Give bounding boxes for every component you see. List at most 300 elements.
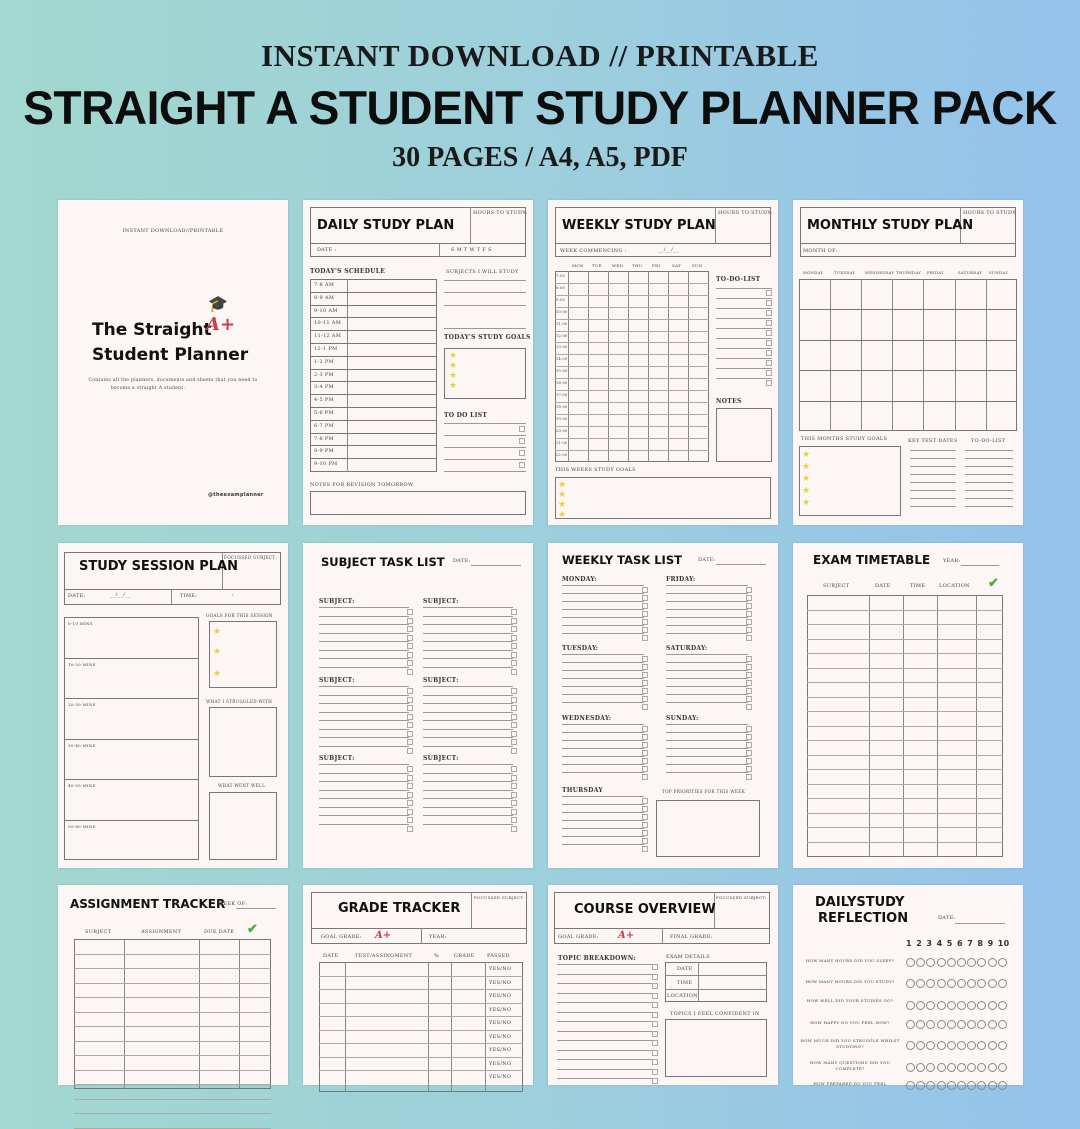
checkbox[interactable] — [511, 809, 517, 815]
checkbox[interactable] — [642, 774, 648, 780]
time-label: 10:00 — [556, 309, 568, 314]
checkbox[interactable] — [511, 643, 517, 649]
ruled-line — [555, 414, 709, 415]
ruled-line — [319, 807, 409, 808]
checkbox[interactable] — [407, 697, 413, 703]
checkbox[interactable] — [652, 964, 658, 970]
checkbox[interactable] — [511, 722, 517, 728]
label: DATE: — [938, 915, 956, 921]
went-well-label: WHAT WENT WELL — [218, 783, 266, 788]
rating-circle[interactable] — [977, 1001, 986, 1010]
ruled-line — [557, 1050, 657, 1051]
rating-circle[interactable] — [977, 1063, 986, 1072]
checkmark-icon: ✔ — [988, 576, 999, 591]
day-label: SAT — [672, 263, 681, 268]
page-exam-timetable — [793, 543, 1023, 868]
checkbox[interactable] — [407, 775, 413, 781]
goals-box — [799, 446, 901, 516]
rating-circle[interactable] — [957, 979, 966, 988]
rating-circle[interactable] — [906, 1081, 915, 1090]
ruled-line — [423, 667, 513, 668]
label: __/__/__ — [110, 592, 131, 598]
column-header: TEST/ASSINGMENT — [355, 953, 413, 959]
ruled-line — [965, 506, 1013, 507]
schedule-time: 12-1 PM — [314, 346, 338, 352]
star-icon: ★ — [449, 371, 458, 381]
label: DATE: — [68, 593, 86, 599]
rating-circle[interactable] — [937, 1041, 946, 1050]
time-label: 7:00 — [556, 274, 566, 278]
ruled-line — [557, 1012, 657, 1013]
rating-circle[interactable] — [967, 958, 976, 967]
checkbox[interactable] — [746, 774, 752, 780]
rating-circle[interactable] — [967, 1063, 976, 1072]
ruled-line — [666, 702, 748, 703]
rating-circle[interactable] — [967, 1020, 976, 1029]
notes-box — [716, 408, 772, 462]
ruled-line — [555, 283, 709, 284]
ruled-line — [666, 686, 748, 687]
rating-circle[interactable] — [926, 1081, 935, 1090]
rating-circle[interactable] — [988, 979, 997, 988]
checkbox[interactable] — [766, 300, 772, 306]
ruled-line — [557, 993, 657, 994]
checkbox[interactable] — [511, 652, 517, 658]
ruled-line — [555, 378, 709, 379]
ruled-line — [423, 658, 513, 659]
ruled-line — [716, 328, 772, 329]
calendar-grid — [799, 279, 1017, 431]
main-title: STRAIGHT A STUDENT STUDY PLANNER PACK — [23, 81, 1057, 134]
rating-circle[interactable] — [916, 1081, 925, 1090]
rating-circle[interactable] — [906, 1041, 915, 1050]
checkbox[interactable] — [746, 635, 752, 641]
rating-circle[interactable] — [906, 1020, 915, 1029]
star-icon: ★ — [558, 500, 567, 510]
ruled-line — [319, 790, 409, 791]
checkbox[interactable] — [511, 669, 517, 675]
day-label: TUE — [592, 263, 602, 268]
divider-line — [698, 962, 699, 1002]
ruled-line — [910, 498, 956, 499]
checkbox[interactable] — [511, 697, 517, 703]
ruled-line — [557, 1040, 657, 1041]
ruled-line — [319, 633, 409, 634]
checkbox[interactable] — [519, 438, 525, 444]
checkbox[interactable] — [407, 792, 413, 798]
notes-box — [310, 491, 526, 515]
rating-circle[interactable] — [947, 1081, 956, 1090]
rating-circle[interactable] — [967, 1001, 976, 1010]
ruled-line — [800, 243, 1016, 244]
ruled-line — [423, 624, 513, 625]
checkbox[interactable] — [519, 450, 525, 456]
rating-circle[interactable] — [926, 1041, 935, 1050]
divider-line — [485, 962, 486, 1092]
label: SUBJECT — [85, 929, 112, 935]
ruled-line — [319, 712, 409, 713]
ruled-line — [444, 435, 526, 436]
star-icon: ★ — [449, 381, 458, 391]
label: S M T W T F S — [451, 247, 492, 253]
time-label: 12:00 — [556, 333, 568, 338]
ruled-line — [562, 796, 644, 797]
rating-circle[interactable] — [906, 1063, 915, 1072]
rating-circle[interactable] — [926, 1020, 935, 1029]
day-label: TUESDAY — [834, 270, 856, 275]
checkbox[interactable] — [519, 462, 525, 468]
checkbox[interactable] — [407, 688, 413, 694]
rating-circle[interactable] — [988, 1001, 997, 1010]
checkbox[interactable] — [407, 817, 413, 823]
ruled-line — [74, 1041, 271, 1042]
rating-circle[interactable] — [988, 1081, 997, 1090]
ruled-line — [319, 737, 409, 738]
ruled-line — [555, 426, 709, 427]
checkbox[interactable] — [766, 320, 772, 326]
checkbox[interactable] — [652, 1031, 658, 1037]
checkbox[interactable] — [766, 290, 772, 296]
rating-circle[interactable] — [957, 1001, 966, 1010]
rating-circle[interactable] — [998, 979, 1007, 988]
checkbox[interactable] — [511, 714, 517, 720]
label: MONTH OF: — [803, 248, 838, 254]
ruled-line — [64, 698, 199, 699]
page-course-overview — [548, 885, 778, 1085]
rating-circle[interactable] — [926, 1001, 935, 1010]
checkbox[interactable] — [407, 652, 413, 658]
schedule-time: 2-3 PM — [314, 371, 334, 378]
passed-value: YES/NO — [489, 1047, 512, 1053]
ruled-line — [557, 1059, 657, 1060]
rating-circle[interactable] — [998, 958, 1007, 967]
checkbox[interactable] — [407, 722, 413, 728]
ruled-line — [666, 678, 748, 679]
ruled-line — [444, 447, 526, 448]
rating-circle[interactable] — [957, 1041, 966, 1050]
ruled-line — [807, 769, 1003, 770]
rating-circle[interactable] — [957, 1063, 966, 1072]
ruled-line — [799, 370, 1017, 371]
struggle-box — [209, 707, 277, 777]
ruled-line — [555, 354, 709, 355]
block-label: 30-40 MINS — [68, 742, 96, 748]
rating-circle[interactable] — [998, 1081, 1007, 1090]
rating-circle[interactable] — [957, 958, 966, 967]
rating-circle[interactable] — [998, 1001, 1007, 1010]
ruled-line — [910, 450, 956, 451]
ruled-line — [716, 348, 772, 349]
ruled-line — [961, 565, 999, 566]
rating-circle[interactable] — [937, 1081, 946, 1090]
ruled-line — [471, 565, 521, 566]
checkbox[interactable] — [407, 783, 413, 789]
label: NOTES — [716, 398, 742, 405]
ruled-line — [64, 820, 199, 821]
ruled-line — [557, 1021, 657, 1022]
rating-circle[interactable] — [906, 979, 915, 988]
checkbox[interactable] — [407, 643, 413, 649]
checkbox[interactable] — [407, 731, 413, 737]
ruled-line — [310, 243, 526, 244]
ruled-line — [562, 617, 644, 618]
checkbox[interactable] — [652, 1021, 658, 1027]
label: ASSIGNMENT — [141, 929, 182, 935]
ruled-line — [555, 342, 709, 343]
goals-label: GOALS FOR THIS SESSION — [206, 613, 273, 618]
rating-circle[interactable] — [916, 1063, 925, 1072]
checkbox[interactable] — [407, 739, 413, 745]
checkbox[interactable] — [407, 669, 413, 675]
rating-circle[interactable] — [988, 1020, 997, 1029]
cover-a-plus: A+ — [206, 314, 236, 335]
checkbox[interactable] — [766, 310, 772, 316]
ruled-line — [310, 394, 437, 395]
ruled-line — [666, 601, 748, 602]
rating-circle[interactable] — [977, 1020, 986, 1029]
block-label: 20-30 MINS — [68, 702, 96, 707]
label: YEAR: — [943, 558, 961, 564]
column-header: GRADE — [454, 953, 475, 959]
divider-line — [451, 962, 452, 1092]
rating-circle[interactable] — [947, 1001, 956, 1010]
time-label: 21:00 — [556, 440, 568, 445]
checkbox[interactable] — [407, 609, 413, 615]
assignment-table — [74, 939, 271, 1089]
rating-circle[interactable] — [967, 1081, 976, 1090]
checkbox[interactable] — [511, 688, 517, 694]
rating-circle[interactable] — [998, 1063, 1007, 1072]
rating-circle[interactable] — [947, 1063, 956, 1072]
checkbox[interactable] — [519, 426, 525, 432]
checkbox[interactable] — [766, 350, 772, 356]
checkbox[interactable] — [511, 766, 517, 772]
rating-circle[interactable] — [937, 1063, 946, 1072]
ruled-line — [319, 1057, 523, 1058]
rating-circle[interactable] — [926, 1063, 935, 1072]
rating-circle[interactable] — [977, 1041, 986, 1050]
star-icon: ★ — [802, 462, 811, 472]
rating-circle[interactable] — [967, 1041, 976, 1050]
rating-circle[interactable] — [916, 979, 925, 988]
rating-circle[interactable] — [916, 1001, 925, 1010]
schedule-time: 11-12 AM — [314, 333, 342, 340]
checkbox[interactable] — [652, 1002, 658, 1008]
label: DATE : — [317, 247, 337, 253]
passed-value: YES/NO — [489, 1074, 512, 1080]
rating-circle[interactable] — [937, 979, 946, 988]
rating-circle[interactable] — [977, 979, 986, 988]
ruled-line — [910, 466, 956, 467]
label: MONDAY: — [562, 576, 597, 583]
ruled-line — [310, 292, 437, 293]
checkbox[interactable] — [652, 1012, 658, 1018]
checkbox[interactable] — [652, 993, 658, 999]
checkbox[interactable] — [511, 775, 517, 781]
checkbox[interactable] — [511, 826, 517, 832]
checkbox[interactable] — [511, 705, 517, 711]
page-daily-study-plan — [303, 200, 533, 525]
checkbox[interactable] — [746, 704, 752, 710]
checkbox[interactable] — [511, 731, 517, 737]
ruled-line — [562, 678, 644, 679]
checkbox[interactable] — [766, 360, 772, 366]
goal-grade-a-plus: A+ — [375, 930, 392, 941]
scale-number: 6 — [957, 939, 963, 948]
page-title: MONTHLY STUDY PLAN — [807, 218, 974, 233]
rating-circle[interactable] — [998, 1041, 1007, 1050]
column-header: DATE — [323, 953, 339, 959]
ruled-line — [557, 974, 657, 975]
checkbox[interactable] — [766, 370, 772, 376]
rating-circle[interactable] — [916, 1041, 925, 1050]
ruled-line — [423, 737, 513, 738]
rating-circle[interactable] — [967, 979, 976, 988]
ruled-line — [562, 732, 644, 733]
ruled-line — [423, 807, 513, 808]
day-label: WED — [612, 263, 624, 268]
checkbox[interactable] — [766, 340, 772, 346]
passed-value: YES/NO — [489, 979, 512, 986]
checkbox[interactable] — [511, 660, 517, 666]
schedule-time: 4-5 PM — [314, 397, 334, 404]
rating-circle[interactable] — [988, 1063, 997, 1072]
ruled-line — [74, 968, 271, 969]
day-label: THU — [632, 263, 643, 268]
label: DUE DATE — [204, 929, 235, 935]
checkbox[interactable] — [642, 846, 648, 852]
checkbox[interactable] — [407, 826, 413, 832]
ruled-line — [716, 308, 772, 309]
question-label: HOW MANY QUESTIONS DID YOU COMPLETE? — [809, 1060, 891, 1071]
checkbox[interactable] — [511, 635, 517, 641]
checkbox[interactable] — [407, 626, 413, 632]
rating-circle[interactable] — [947, 979, 956, 988]
header-right-label: HOURS TO STUDY: — [718, 210, 773, 216]
checkbox[interactable] — [407, 800, 413, 806]
rating-circle[interactable] — [947, 958, 956, 967]
rating-circle[interactable] — [947, 1020, 956, 1029]
rating-circle[interactable] — [957, 1020, 966, 1029]
ruled-line — [807, 798, 1003, 799]
checkbox[interactable] — [407, 635, 413, 641]
ruled-line — [319, 658, 409, 659]
rating-circle[interactable] — [926, 979, 935, 988]
checkbox[interactable] — [652, 1040, 658, 1046]
checkbox[interactable] — [642, 635, 648, 641]
day-label: WEDNESDAY — [865, 270, 895, 275]
ruled-line — [965, 458, 1013, 459]
ruled-line — [310, 433, 437, 434]
checkbox[interactable] — [511, 739, 517, 745]
star-icon: ★ — [213, 627, 222, 637]
divider-line — [199, 939, 200, 1089]
ruled-line — [310, 420, 437, 421]
ruled-line — [423, 729, 513, 730]
checkbox[interactable] — [511, 618, 517, 624]
rating-circle[interactable] — [937, 1020, 946, 1029]
page-study-session-plan — [58, 543, 288, 868]
rating-circle[interactable] — [988, 958, 997, 967]
checkbox[interactable] — [407, 809, 413, 815]
checkbox[interactable] — [407, 705, 413, 711]
rating-circle[interactable] — [926, 958, 935, 967]
passed-value: YES/NO — [489, 1020, 512, 1026]
page-title: COURSE OVERVIEW — [574, 902, 716, 917]
checkbox[interactable] — [407, 660, 413, 666]
ruled-line — [319, 641, 409, 642]
ruled-line — [562, 625, 644, 626]
ruled-line — [423, 790, 513, 791]
checkbox[interactable] — [642, 704, 648, 710]
block-label: 10-20 MINS — [68, 661, 96, 667]
checkbox[interactable] — [766, 330, 772, 336]
cover-title-line1: The Straight — [92, 320, 212, 340]
divider-line — [470, 207, 471, 243]
rating-circle[interactable] — [916, 958, 925, 967]
column-header: % — [434, 953, 440, 959]
label: TODAY'S SCHEDULE — [310, 268, 386, 275]
checkbox[interactable] — [407, 714, 413, 720]
checkbox[interactable] — [652, 1078, 658, 1084]
checkbox[interactable] — [652, 1059, 658, 1065]
star-icon: ★ — [449, 351, 458, 361]
rating-circle[interactable] — [937, 958, 946, 967]
rating-circle[interactable] — [998, 1020, 1007, 1029]
checkbox[interactable] — [652, 974, 658, 980]
struggle-label: WHAT I STRUGGLED WITH — [206, 699, 273, 704]
ruled-line — [319, 650, 409, 651]
rating-circle[interactable] — [906, 958, 915, 967]
scale-number: 3 — [926, 939, 933, 948]
ruled-line — [64, 589, 281, 590]
checkbox[interactable] — [407, 618, 413, 624]
checkbox[interactable] — [652, 1050, 658, 1056]
rating-circle[interactable] — [947, 1041, 956, 1050]
page-weekly-study-plan — [548, 200, 778, 525]
rating-circle[interactable] — [977, 958, 986, 967]
checkbox[interactable] — [511, 748, 517, 754]
checkbox[interactable] — [511, 817, 517, 823]
ruled-line — [319, 773, 409, 774]
checkbox[interactable] — [511, 792, 517, 798]
rating-circle[interactable] — [957, 1081, 966, 1090]
ruled-line — [310, 317, 437, 318]
rating-circle[interactable] — [916, 1020, 925, 1029]
rating-circle[interactable] — [977, 1081, 986, 1090]
checkbox[interactable] — [511, 800, 517, 806]
checkbox[interactable] — [407, 766, 413, 772]
checkbox[interactable] — [407, 748, 413, 754]
ruled-line — [666, 724, 748, 725]
label: WEDNESDAY: — [562, 715, 612, 722]
page-title: WEEKLY TASK LIST — [562, 553, 682, 567]
label: YEAR: — [429, 934, 447, 940]
checkbox[interactable] — [511, 783, 517, 789]
rating-circle[interactable] — [906, 1001, 915, 1010]
schedule-time: 3-4 PM — [314, 384, 334, 391]
ruled-line — [807, 639, 1003, 640]
checkbox[interactable] — [652, 1069, 658, 1075]
rating-circle[interactable] — [937, 1001, 946, 1010]
rating-circle[interactable] — [988, 1041, 997, 1050]
ruled-line — [562, 764, 644, 765]
checkbox[interactable] — [766, 380, 772, 386]
checkbox[interactable] — [511, 609, 517, 615]
ruled-line — [716, 358, 772, 359]
checkbox[interactable] — [652, 983, 658, 989]
checkbox[interactable] — [511, 626, 517, 632]
